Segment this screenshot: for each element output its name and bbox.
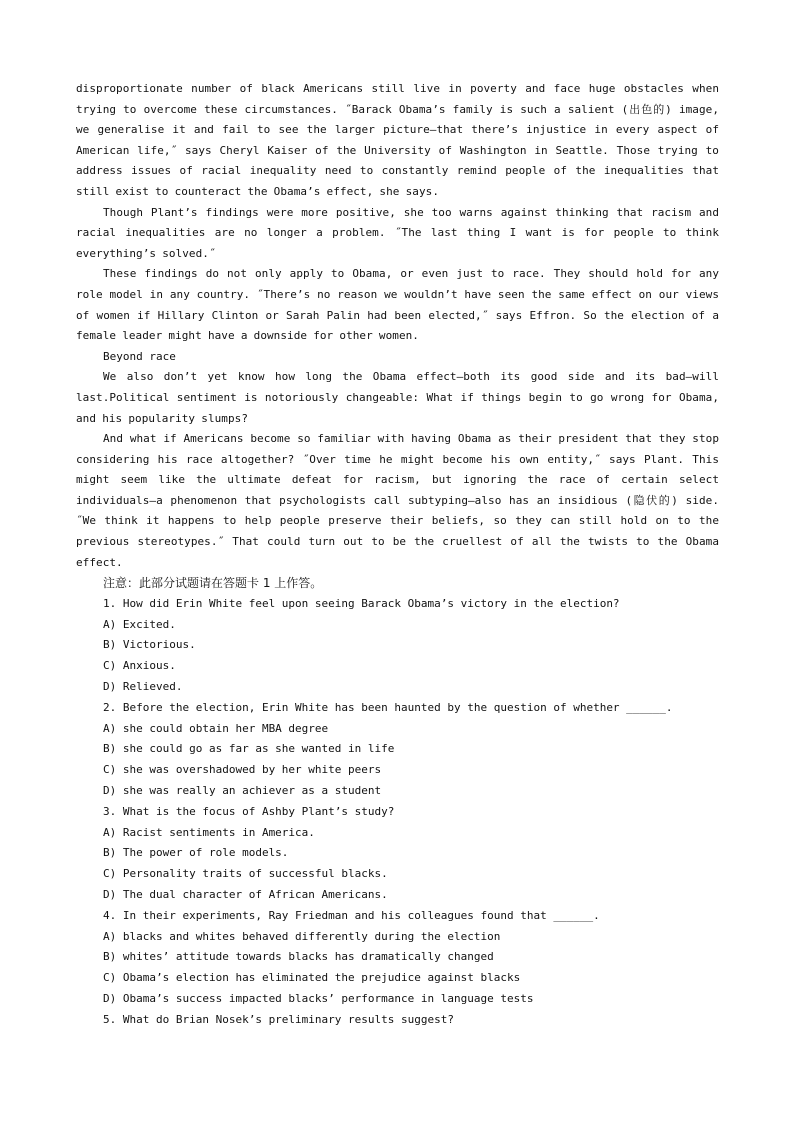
answer-option: C) she was overshadowed by her white peers [103,763,382,777]
answer-sheet-note: 注意：此部分试题请在答题卡 1 上作答。 [103,576,323,591]
answer-option: D) The dual character of African Americans. [103,888,388,901]
question-block [76,1010,719,1031]
answer-option: C) Personality traits of successful blacks. [103,867,388,881]
question-stem: 2. Before the election, Erin White has been haunted by the question of whether ______. [103,700,673,714]
question-block [76,698,719,802]
question-stem: 3. What is the focus of Ashby Plant’s study? [103,804,395,818]
answer-option: A) blacks and whites behaved differently during the election [103,929,501,943]
passage-paragraph: These findings do not only apply to Obama, or even just to race. They should hold for any role model in any country. ˝There’s no reason we wouldn’t have seen the same effect on our views of women if Hillary Clinton or Sarah Palin had been elected,˝ says Effron. So the election of a female leader might have a downside for other women. [76,267,719,343]
answer-option: A) Racist sentiments in America. [103,825,315,839]
question-block [76,802,719,906]
section-subheading: Beyond race [103,349,176,363]
exam-page [76,79,719,1031]
passage-paragraph: disproportionate number of black Americans still live in poverty and face huge obstacles when trying to overcome these circumstances. ˝Barack Obama’s family is such a salient (出色的) image, we generalise it and fail to see the larger picture—that there’s injustice in every aspect of American life,˝ says Cheryl Kaiser of the University of Washington in Seattle. Those trying to address issues of racial inequality need to constantly remind people of the inequalities that still exist to counteract the Obama’s effect, she says. [76,82,719,198]
answer-option: B) The power of role models. [103,846,289,860]
answer-option: D) she was really an achiever as a student [103,784,382,798]
answer-option: B) whites’ attitude towards blacks has dramatically changed [103,950,494,964]
passage-paragraph: We also don’t yet know how long the Obama effect—both its good side and its bad—will last.Political sentiment is notoriously changeable: What if things begin to go wrong for Obama, and his popularity slumps? [76,370,719,425]
passage-paragraph: Though Plant’s findings were more positive, she too warns against thinking that racism and racial inequalities are no longer a problem. ˝The last thing I want is for people to think everything’s solved.˝ [76,205,719,260]
answer-option: C) Anxious. [103,659,176,673]
answer-option: D) Obama’s success impacted blacks’ performance in language tests [103,991,534,1005]
answer-option: B) she could go as far as she wanted in life [103,742,395,756]
answer-option: A) Excited. [103,617,176,631]
passage-paragraph: And what if Americans become so familiar with having Obama as their president that they stop considering his race altogether? ˝Over time he might become his own entity,˝ says Plant. This might seem like the ultimate defeat for racism, but ignoring the race of certain select individuals—a phenomenon that psychologists call subtyping—also has an insidious (隐伏的) side. ˝We think it happens to help people preserve their beliefs, so they can still hold on to the previous stereotypes.˝ That could turn out to be the cruellest of all the twists to the Obama effect. [76,432,719,569]
question-block [76,594,719,698]
question-block [76,906,719,1010]
question-stem: 5. What do Brian Nosek’s preliminary results suggest? [103,1012,454,1026]
answer-option: B) Victorious. [103,638,196,652]
answer-option: D) Relieved. [103,680,183,694]
answer-option: A) she could obtain her MBA degree [103,721,329,735]
answer-option: C) Obama’s election has eliminated the prejudice against blacks [103,971,521,985]
question-stem: 1. How did Erin White feel upon seeing Barack Obama’s victory in the election? [103,596,620,610]
question-stem: 4. In their experiments, Ray Friedman and his colleagues found that ______. [103,908,600,922]
